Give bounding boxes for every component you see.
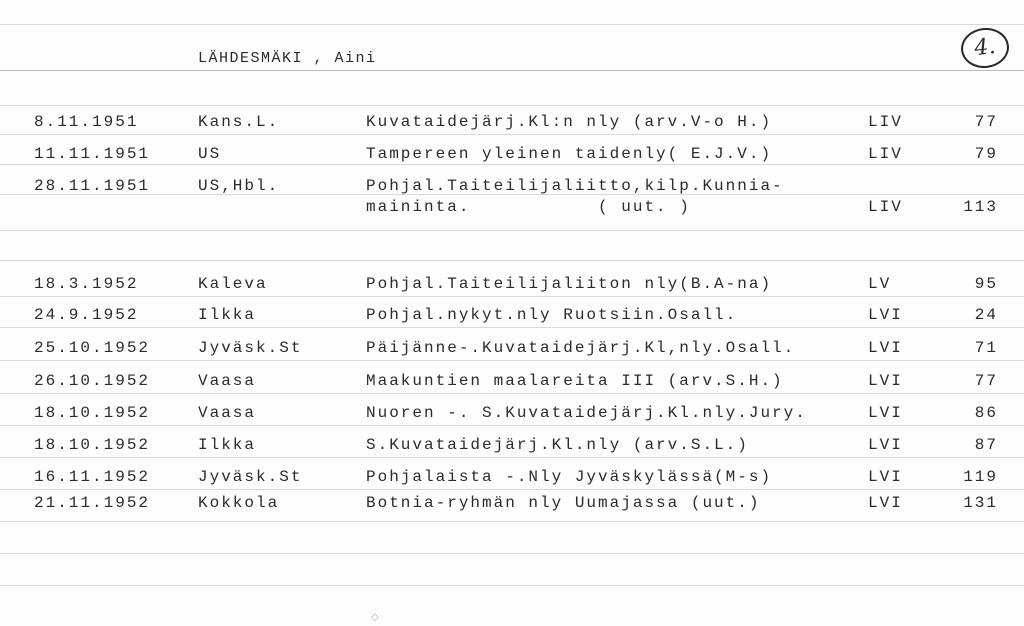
entry-volume: LV bbox=[868, 275, 892, 293]
entry-description: Kuvataidejärj.Kl:n nly (arv.V-o H.) bbox=[366, 113, 773, 131]
ruled-line bbox=[0, 585, 1024, 586]
entry-description-continued: maininta. ( uut. ) bbox=[366, 198, 691, 216]
entry-date: 8.11.1951 bbox=[34, 113, 139, 131]
entry-date: 21.11.1952 bbox=[34, 494, 151, 512]
entry-paper: Ilkka bbox=[198, 306, 257, 324]
entry-paper: Ilkka bbox=[198, 436, 257, 454]
card-number-circle: 4. bbox=[959, 26, 1011, 71]
entry-volume: LIV bbox=[868, 145, 903, 163]
entry-paper: Kaleva bbox=[198, 275, 268, 293]
entry-description: S.Kuvataidejärj.Kl.nly (arv.S.L.) bbox=[366, 436, 749, 454]
card-footer-mark: ◇ bbox=[371, 612, 379, 623]
ruled-line bbox=[0, 230, 1024, 231]
ruled-line bbox=[0, 553, 1024, 554]
ruled-line bbox=[0, 393, 1024, 394]
entry-date: 18.3.1952 bbox=[34, 275, 139, 293]
entry-page: 71 bbox=[974, 339, 998, 357]
entry-page: 119 bbox=[963, 468, 998, 486]
ruled-line bbox=[0, 164, 1024, 165]
ruled-line bbox=[0, 24, 1024, 25]
entry-description: Pohjal.Taiteilijaliitto,kilp.Kunnia- bbox=[366, 177, 784, 195]
entry-paper: Vaasa bbox=[198, 372, 257, 390]
entry-volume: LVI bbox=[868, 436, 903, 454]
entry-description: Tampereen yleinen taidenly( E.J.V.) bbox=[366, 145, 773, 163]
entry-volume: LIV bbox=[868, 113, 903, 131]
entry-volume: LIV bbox=[868, 198, 903, 216]
ruled-line bbox=[0, 360, 1024, 361]
entry-paper: Jyväsk.St bbox=[198, 339, 303, 357]
entry-date: 18.10.1952 bbox=[34, 404, 151, 422]
entry-volume: LVI bbox=[868, 372, 903, 390]
entry-page: 95 bbox=[974, 275, 998, 293]
entry-description: Pohjalaista -.Nly Jyväskylässä(M-s) bbox=[366, 468, 773, 486]
entry-description: Maakuntien maalareita III (arv.S.H.) bbox=[366, 372, 784, 390]
entry-description: Nuoren -. S.Kuvataidejärj.Kl.nly.Jury. bbox=[366, 404, 807, 422]
entry-date: 18.10.1952 bbox=[34, 436, 151, 454]
card-header-name: LÄHDESMÄKI , Aini bbox=[198, 50, 377, 67]
entry-paper: Jyväsk.St bbox=[198, 468, 303, 486]
entry-paper: US bbox=[198, 145, 222, 163]
entry-date: 28.11.1951 bbox=[34, 177, 151, 195]
entry-date: 26.10.1952 bbox=[34, 372, 151, 390]
ruled-line bbox=[0, 327, 1024, 328]
entry-page: 79 bbox=[974, 145, 998, 163]
entry-page: 77 bbox=[974, 372, 998, 390]
header-rule bbox=[0, 70, 1024, 71]
entry-volume: LVI bbox=[868, 494, 903, 512]
ruled-line bbox=[0, 457, 1024, 458]
entry-page: 24 bbox=[974, 306, 998, 324]
ruled-line bbox=[0, 425, 1024, 426]
entry-page: 113 bbox=[963, 198, 998, 216]
entry-paper: Kokkola bbox=[198, 494, 280, 512]
ruled-line bbox=[0, 489, 1024, 490]
entry-page: 86 bbox=[974, 404, 998, 422]
entry-date: 16.11.1952 bbox=[34, 468, 151, 486]
entry-description: Pohjal.nykyt.nly Ruotsiin.Osall. bbox=[366, 306, 738, 324]
entry-volume: LVI bbox=[868, 339, 903, 357]
entry-page: 131 bbox=[963, 494, 998, 512]
entry-description: Pohjal.Taiteilijaliiton nly(B.A-na) bbox=[366, 275, 773, 293]
ruled-line bbox=[0, 521, 1024, 522]
entry-description: Päijänne-.Kuvataidejärj.Kl,nly.Osall. bbox=[366, 339, 796, 357]
entry-paper: Vaasa bbox=[198, 404, 257, 422]
entry-volume: LVI bbox=[868, 404, 903, 422]
entry-paper: US,Hbl. bbox=[198, 177, 280, 195]
entry-page: 87 bbox=[974, 436, 998, 454]
entry-volume: LVI bbox=[868, 468, 903, 486]
entry-description: Botnia-ryhmän nly Uumajassa (uut.) bbox=[366, 494, 761, 512]
entry-paper: Kans.L. bbox=[198, 113, 280, 131]
ruled-line bbox=[0, 260, 1024, 261]
entry-volume: LVI bbox=[868, 306, 903, 324]
ruled-line bbox=[0, 134, 1024, 135]
entry-page: 77 bbox=[974, 113, 998, 131]
entry-date: 25.10.1952 bbox=[34, 339, 151, 357]
entry-date: 11.11.1951 bbox=[34, 145, 151, 163]
ruled-line bbox=[0, 296, 1024, 297]
ruled-line bbox=[0, 105, 1024, 106]
entry-date: 24.9.1952 bbox=[34, 306, 139, 324]
